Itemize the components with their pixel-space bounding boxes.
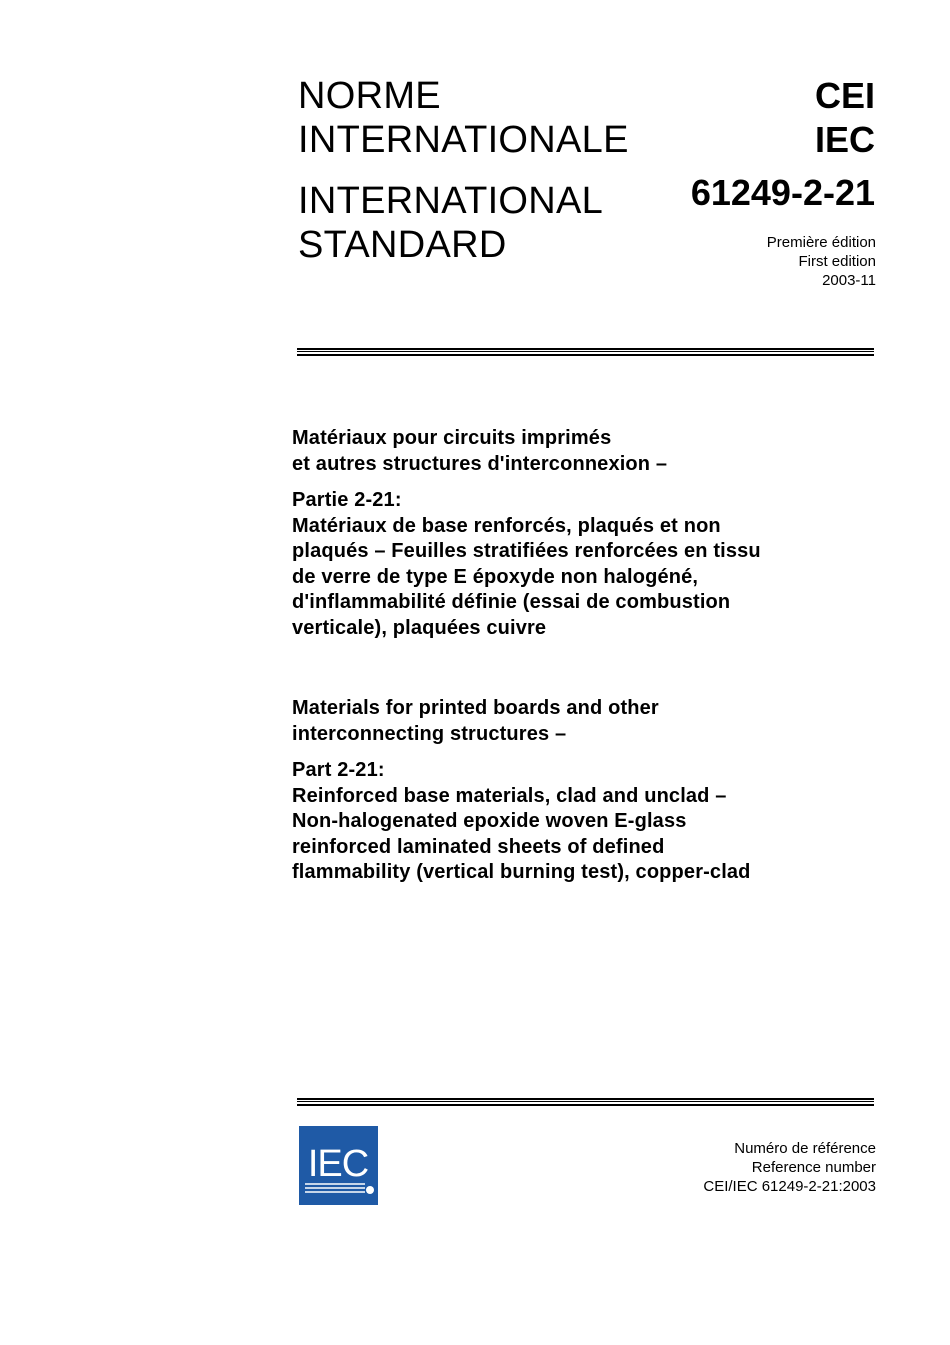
standard-number: 61249-2-21 — [690, 172, 875, 213]
english-part-line-4: reinforced laminated sheets of defined — [292, 835, 665, 858]
english-title — [292, 696, 872, 897]
title-fr-line-2: INTERNATIONALE — [298, 119, 629, 161]
reference-label-en: Reference number — [751, 1159, 876, 1176]
french-part-line-4: de verre de type E époxyde non halogéné, — [292, 565, 699, 588]
english-main-line-1: Materials for printed boards and other — [292, 697, 659, 719]
org-code-cei: CEI — [814, 75, 875, 116]
french-part-line-3: plaqués – Feuilles stratifiées renforcées en tissu — [292, 540, 761, 562]
edition-date: 2003-11 — [822, 272, 876, 289]
iec-logo — [299, 1126, 378, 1205]
reference-value: CEI/IEC 61249-2-21:2003 — [703, 1178, 876, 1195]
edition-en: First edition — [798, 253, 876, 270]
french-part-line-5: d'inflammabilité définie (essai de combustion — [292, 591, 731, 613]
bottom-rule — [297, 1098, 874, 1106]
french-part-line-1: Partie 2-21: — [292, 489, 402, 511]
french-part-line-2: Matériaux de base renforcés, plaqués et non — [292, 514, 721, 537]
reference-number — [703, 1139, 876, 1196]
title-fr — [298, 74, 629, 162]
top-rule — [297, 348, 874, 356]
title-en-line-2: STANDARD — [298, 224, 507, 266]
french-main-line-1: Matériaux pour circuits imprimés — [292, 427, 612, 449]
english-part-title — [292, 758, 872, 886]
french-part-line-6: verticale), plaquées cuivre — [292, 616, 547, 639]
english-part-line-1: Part 2-21: — [292, 759, 385, 781]
edition-fr: Première édition — [766, 234, 876, 251]
english-part-line-3: Non-halogenated epoxide woven E-glass — [292, 810, 687, 832]
english-part-line-5: flammability (vertical burning test), copper-clad — [292, 861, 751, 883]
french-title — [292, 426, 872, 652]
french-main-title — [292, 426, 872, 477]
reference-label-fr: Numéro de référence — [734, 1140, 876, 1157]
org-code-iec: IEC — [814, 119, 875, 160]
title-en — [298, 179, 603, 267]
edition-info — [767, 233, 876, 290]
org-codes — [815, 74, 875, 162]
title-fr-line-1: NORME — [298, 75, 441, 117]
iec-logo-text: IEC — [307, 1143, 369, 1185]
iec-logo-icon — [299, 1126, 378, 1205]
english-main-title — [292, 696, 872, 747]
english-main-line-2: interconnecting structures – — [292, 722, 567, 745]
english-part-line-2: Reinforced base materials, clad and unclad – — [292, 784, 727, 807]
french-main-line-2: et autres structures d'interconnexion – — [292, 452, 668, 475]
french-part-title — [292, 488, 872, 641]
title-en-line-1: INTERNATIONAL — [298, 180, 604, 222]
